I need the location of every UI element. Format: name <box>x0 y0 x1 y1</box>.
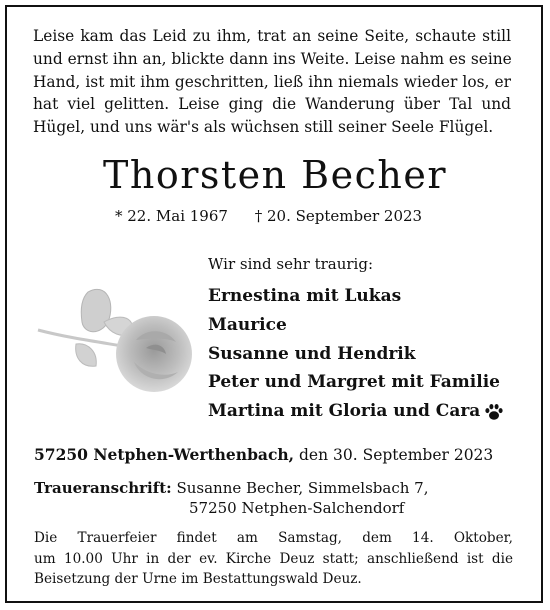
mourners-intro: Wir sind sehr traurig: <box>208 255 374 273</box>
address-label: Traueranschrift: <box>34 479 172 497</box>
address-line-1: Susanne Becher, Simmelsbach 7, <box>176 479 429 497</box>
ceremony-info <box>34 528 513 590</box>
birth-date: * 22. Mai 1967 <box>115 207 228 225</box>
ceremony-line: um 10.00 Uhr in der ev. Kirche Deuz statt; anschließend ist die <box>34 550 513 567</box>
place: 57250 Netphen-Werthenbach, <box>34 445 295 464</box>
mourner-name: Ernestina mit Lukas <box>208 286 402 306</box>
mourner-name: Peter und Margret mit Familie <box>208 372 500 393</box>
death-date: † 20. September 2023 <box>254 207 423 225</box>
mourning-address <box>34 478 429 518</box>
ceremony-line: Beisetzung der Urne im Bestattungswald Deuz. <box>34 571 362 587</box>
rose-icon <box>36 282 196 402</box>
life-dates <box>115 207 422 225</box>
mourner-name: Martina mit Gloria und Cara <box>208 401 481 422</box>
place-date <box>34 445 493 464</box>
mourners-list <box>208 282 504 426</box>
ceremony-line: Die Trauerfeier findet am Samstag, dem 14. Oktober, <box>34 530 513 546</box>
mourner-name: Maurice <box>208 314 287 335</box>
mourner-name-last <box>208 397 504 426</box>
deceased-name: Thorsten Becher <box>103 153 447 197</box>
poem-line: Hügel, und uns wär's als wüchsen still seiner Seele Flügel. <box>33 118 494 137</box>
poem-line: hat viel gelitten. Leise ging die Wanderung über Tal und <box>33 95 511 114</box>
poem <box>33 25 511 139</box>
paw-icon <box>484 403 504 421</box>
mourner-name: Susanne und Hendrik <box>208 343 416 364</box>
poem-line: Hand, ist mit ihm geschritten, ließ ihn niemals wieder los, er <box>33 72 511 91</box>
poem-line: und ernst ihn an, blickte dann ins Weite. Leise nahm es seine <box>33 49 512 68</box>
poem-line: Leise kam das Leid zu ihm, trat an seine Seite, schaute still <box>33 27 511 45</box>
date: den 30. September 2023 <box>299 446 494 464</box>
address-line-2: 57250 Netphen-Salchendorf <box>189 499 405 517</box>
